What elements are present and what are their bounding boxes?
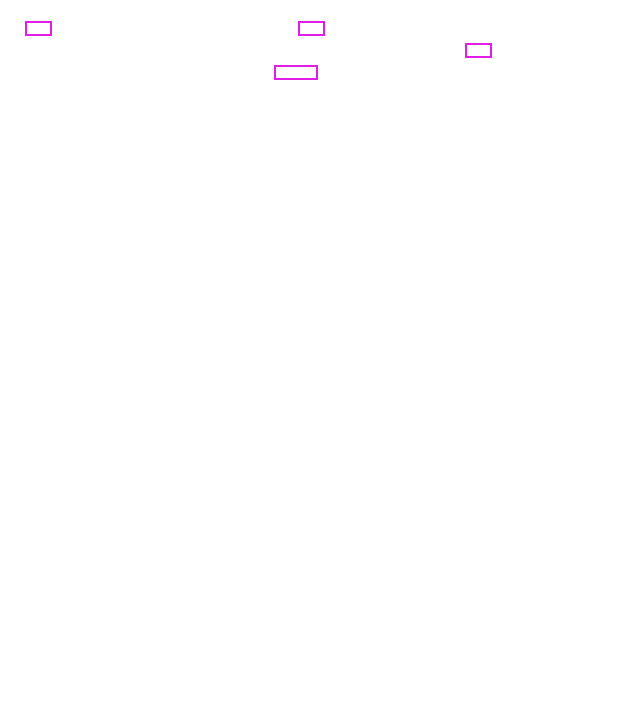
highlight-box-3[interactable] <box>465 43 492 58</box>
highlight-box-2[interactable] <box>298 21 325 36</box>
highlight-box-1[interactable] <box>25 21 52 36</box>
highlight-box-4[interactable] <box>274 65 318 80</box>
